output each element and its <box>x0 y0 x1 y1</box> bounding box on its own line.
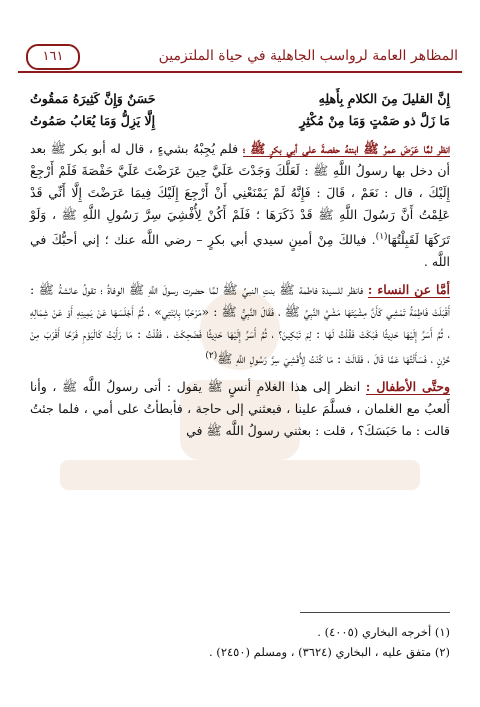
footnotes <box>30 622 450 662</box>
paragraph-tail: . فيالكَ مِنْ أمينٍ سيدي أبي بكرٍ – رضي اللَّه عنك ؛ إني أحبُّكَ في اللَّه . <box>30 232 450 270</box>
footnote-mark: (٢) <box>205 351 218 362</box>
verse-hemistich-left: إِلَّا يَزِلُّ وَمَا يُعَابُ صَمُوتُ <box>30 113 156 128</box>
paragraph-heading: انظر لمَّا عَرَضَ عمرُ ﷺ ابنتهُ حفصةَ على أبي بكرٍ ﷺ ؛ <box>242 141 450 156</box>
paragraph-women <box>30 279 450 370</box>
section-heading-children: وحتَّى الأطفال : <box>365 379 450 395</box>
header-rule <box>18 71 462 73</box>
paragraph-body: فلم يُجِبْهُ بشيءٍ ، قال له أبو بكر ﷺ بعد أن دخل بها رسولُ اللَّهِ ﷺ : لَعَلَّكَ وَجَدْتَ عَلَيَّ حِينَ عَرَضْتَ عَلَيَّ حَفْصَةَ فَلَمْ أَرْجِعْ إِلَيْكَ ، قال : نَعَمْ ، قَالَ : فَإِنَّهُ لَمْ يَمْنَعْنِي أَنْ أَرْجِعَ إِلَيْكَ فِيمَا عَرَضْتَ إِلَّا أَنِّي قَدْ عَلِمْتُ أَنَّ رَسُولَ اللَّهِ ﷺ قَدْ ذَكَرَهَا ؛ فَلَمْ أَكُنْ لِأُفْشِيَ سِرَّ رَسُولِ اللَّهِ ﷺ ، وَلَوْ تَرَكَهَا لَقَبِلْتُهَا <box>30 141 451 248</box>
footnote-mark: (١) <box>375 232 388 242</box>
verse-hemistich-right: إِنَّ القليلَ مِنَ الكلامِ بِأَهلِهِ <box>318 91 450 106</box>
page-number: ١٦١ <box>26 44 80 70</box>
footnote-1: (١) أخرجه البخاري (٤٠٠٥) . <box>317 625 450 639</box>
verse-hemistich-right: مَا زَلَّ ذو صَمْتٍ وَمَا مِنْ مُكْثِرٍ <box>299 113 450 128</box>
section-heading-women: أمَّا عن النساء : <box>367 282 450 298</box>
main-text <box>30 88 450 442</box>
verse-line <box>30 88 450 110</box>
paragraph-children <box>30 376 450 442</box>
footnote-separator <box>300 612 450 613</box>
page-header <box>18 44 462 74</box>
paragraph-umar <box>30 138 450 273</box>
paragraph-body: انظر إلى هذا الغلامِ أنسٍ ﷺ يقول : أتى رسولُ اللَّه ﷺ ، وأنا أَلعبُ مع الغلمان ، فسلَّمَ علينا ، فبعثني إلى حاجة ، فأبطأتُ على أمي ، فلما جئتُ قالت : ما حَبَسَكَ؟ ، قلت : بعثني رسولُ اللَّه ﷺ في <box>30 379 450 439</box>
verse-hemistich-left: حَسَنٌ وَإِنَّ كَثِيرَهُ مَمقُوتُ <box>30 91 156 106</box>
footnote-2: (٢) متفق عليه ، البخاري (٣٦٢٤) ، ومسلم (٢٤٥٠) . <box>209 645 450 659</box>
paragraph-body: فانظر للسيدة فاطمة ﷺ بنتِ النبيِّ ﷺ لمَّا حضرت رسولَ اللَّهِ ﷺ الوفاةُ ؛ تقولُ عائشةُ ﷺ : أَقْبَلَتْ فَاطِمَةُ تَمْشِي كَأَنَّ مِشْيَتَهَا مَشْيُ النَّبِيِّ ﷺ ، فَقَالَ النَّبِيُّ ﷺ : «مَرْحَبًا بِابْنَتِي» ، ثُمَّ أَجْلَسَهَا عَنْ يَمِينِهِ أَوْ عَنْ شِمَالِهِ ، ثُمَّ أَسَرَّ إِلَيْهَا حَدِيثًا فَبَكَتْ فَقُلْتُ لَهَا : لِمَ تَبْكِينَ؟ ، ثُمَّ أَسَرَّ إِلَيْهَا حَدِيثًا فَضَحِكَتْ ، فَقُلْتُ : مَا رَأَيْتُ كَالْيَوْمِ فَرَحًا أَقْرَبَ مِنْ حُزْنٍ ، فَسَأَلْتُهَا عَمَّا قَالَ ، فَقَالَتْ : مَا كُنْتُ لِأُفْشِيَ سِرَّ رَسُولِ اللَّهِ ﷺ <box>30 282 450 367</box>
running-title: المظاهر العامة لرواسب الجاهلية في حياة الملتزمين <box>158 48 458 64</box>
verse-line <box>30 110 450 132</box>
